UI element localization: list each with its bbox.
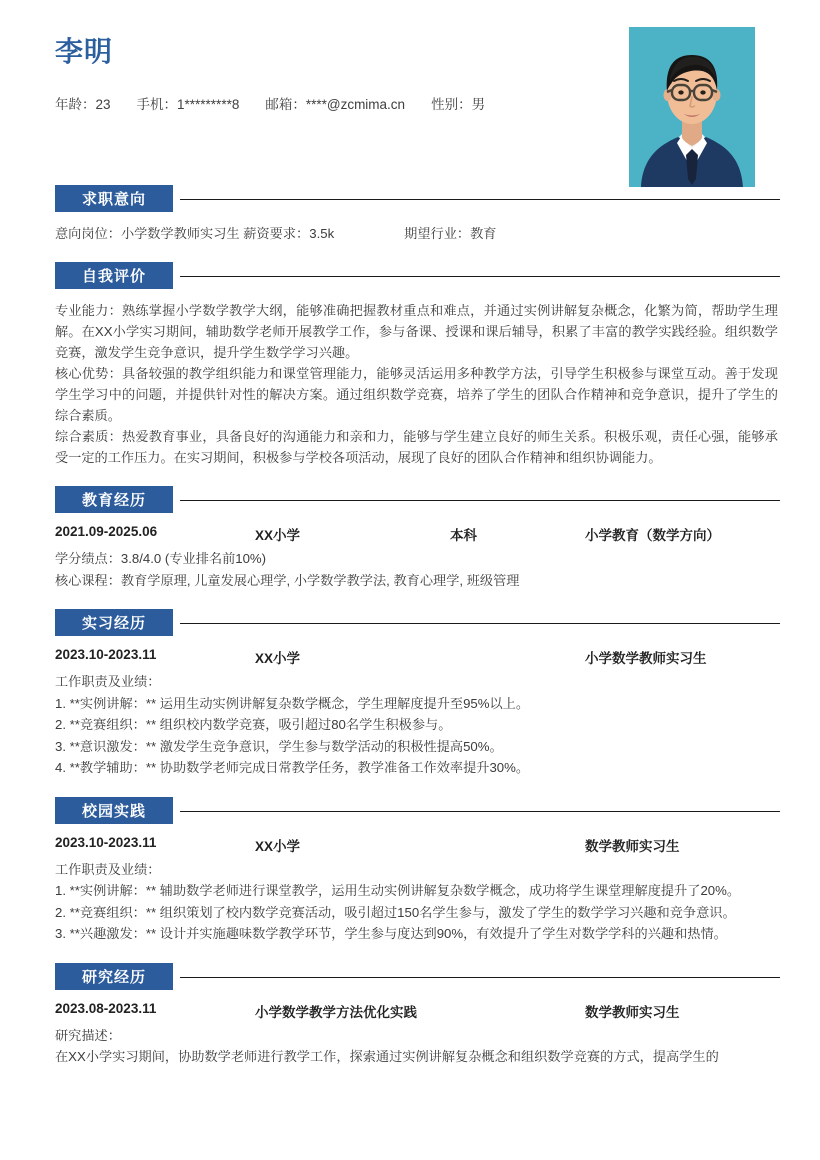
internship-details [55,671,780,779]
position-label: 意向岗位： [55,226,121,241]
section-rule [180,811,780,812]
campus-practice-date: 2023.10-2023.11 [55,834,157,850]
self-evaluation-paragraph: 专业能力：熟练掌握小学数学教学大纲，能够准确把握教材重点和难点，并通过实例讲解复杂概念，化繁为简，帮助学生理解。在XX小学实习期间，辅助数学老师开展教学工作，参与备课、授课和课后辅导，积累了丰富的教学实践经验。组织数学竞赛，激发学生竞争意识，提升学生数学学习兴趣。 [55,303,778,360]
section-rule [180,500,780,501]
education-gpa: 学分绩点：3.8/4.0 (专业排名前10%) [55,551,267,566]
internship-date: 2023.10-2023.11 [55,647,157,662]
contact-email-label: 邮箱： [265,97,306,112]
salary-label: 薪资要求： [243,226,310,241]
internship-bullet: 3. **意识激发：** 激发学生竞争意识，学生参与数学活动的积极性提高50%。 [55,738,503,754]
section-header-self-evaluation [40,262,780,292]
education-courses: 核心课程：教育学原理, 儿童发展心理学, 小学数学教学法, 教育心理学, 班级管理 [55,572,520,588]
research-role: 数学教师实习生 [585,1004,680,1020]
campus-practice-role: 数学教师实习生 [585,838,680,854]
campus-practice-bullet: 2. **竞赛组织：** 组织策划了校内数学竞赛活动，吸引超过150名学生参与，激发了学生的数学学习兴趣和竞争意识。 [55,904,736,920]
education-date: 2021.09-2025.06 [55,524,158,539]
research-lead: 研究描述： [55,1027,121,1043]
campus-practice-entry-row [55,835,780,859]
section-internship [40,609,780,779]
contact-line [55,93,511,113]
education-entry-row [55,524,780,548]
education-details [55,548,780,591]
section-title-campus-practice: 校园实践 [55,797,173,824]
section-job-intent [40,185,780,244]
contact-age-label: 年龄： [55,97,96,112]
contact-phone-label: 手机： [136,97,178,112]
internship-bullet: 1. **实例讲解：** 运用生动实例讲解复杂数学概念，学生理解度提升至95%以上。 [55,695,530,711]
section-title-internship: 实习经历 [55,609,173,636]
job-intent-line [55,223,780,244]
position-value: 小学数学教师实习生 [120,226,240,241]
contact-gender [431,93,485,113]
contact-phone-value: 1*********8 [177,97,240,112]
salary-value: 3.5k [309,226,335,241]
contact-phone [137,93,240,113]
section-header-research [40,963,780,993]
profile-photo [629,27,755,187]
section-header-job-intent [40,185,780,215]
campus-practice-bullet: 3. **兴趣激发：** 设计并实施趣味数学教学环节，学生参与度达到90%，有效提升了学生对数学学科的兴趣和热情。 [55,926,727,941]
research-date: 2023.08-2023.11 [55,1000,157,1016]
research-entry-row [55,1001,780,1025]
internship-entry-row [55,647,780,671]
campus-practice-lead: 工作职责及业绩： [55,861,161,877]
section-rule [180,199,780,200]
contact-gender-value: 男 [471,97,486,112]
internship-role: 小学数学教师实习生 [585,651,707,666]
contact-age [55,93,111,113]
section-title-education: 教育经历 [55,486,173,513]
section-title-job-intent: 求职意向 [55,185,173,212]
section-rule [180,623,780,624]
research-topic: 小学数学教学方法优化实践 [255,1004,417,1020]
section-self-evaluation [40,262,780,468]
education-degree: 本科 [450,528,477,543]
section-education [40,486,780,591]
contact-gender-label: 性别： [431,97,472,112]
section-research [40,963,780,1068]
campus-practice-org: XX小学 [255,838,301,854]
portrait-illustration [629,27,755,187]
education-school: XX小学 [255,528,301,543]
section-header-internship [40,609,780,639]
section-header-campus-practice [40,797,780,827]
campus-practice-bullet: 1. **实例讲解：** 辅助数学老师进行课堂教学，运用生动实例讲解复杂数学概念，成功将学生课堂理解度提升了20%。 [55,883,741,898]
section-rule [180,276,780,277]
campus-practice-details [55,859,780,945]
section-campus-practice [40,797,780,945]
internship-org: XX小学 [255,651,301,666]
industry-label: 期望行业： [404,226,471,241]
research-details [55,1025,780,1068]
self-evaluation-body [55,300,780,468]
contact-email [265,93,405,113]
industry-value: 教育 [470,226,497,241]
resume-header [40,0,780,185]
contact-email-value: ****@zcmima.cn [305,97,406,112]
self-evaluation-paragraph: 核心优势：具备较强的教学组织能力和课堂管理能力，能够灵活运用多种教学方法，引导学生积极参与课堂互动。善于发现学生学习中的问题，并提供针对性的解决方案。通过组织数学竞赛，培养了学生的团队合作精神和竞争意识，提升了学生的综合素质。 [55,366,778,423]
section-header-education [40,486,780,516]
section-rule [180,977,780,978]
section-title-research: 研究经历 [55,963,173,990]
education-major: 小学教育（数学方向） [585,528,720,543]
research-body: 在XX小学实习期间，协助数学老师进行教学工作，探索通过实例讲解复杂概念和组织数学竞赛的方式，提高学生的 [55,1049,719,1064]
self-evaluation-paragraph: 综合素质：热爱教育事业，具备良好的沟通能力和亲和力，能够与学生建立良好的师生关系。积极乐观，责任心强，能够承受一定的工作压力。在实习期间，积极参与学校各项活动，展现了良好的团队合作精神和组织协调能力。 [55,429,778,465]
internship-lead: 工作职责及业绩： [55,674,161,689]
page-title: 李明 [55,36,114,67]
section-title-self-evaluation: 自我评价 [55,262,173,289]
internship-bullet: 2. **竞赛组织：** 组织校内数学竞赛，吸引超过80名学生积极参与。 [55,717,452,732]
contact-age-value: 23 [95,97,111,112]
internship-bullet: 4. **教学辅助：** 协助数学老师完成日常教学任务，教学准备工作效率提升30%。 [55,760,530,775]
